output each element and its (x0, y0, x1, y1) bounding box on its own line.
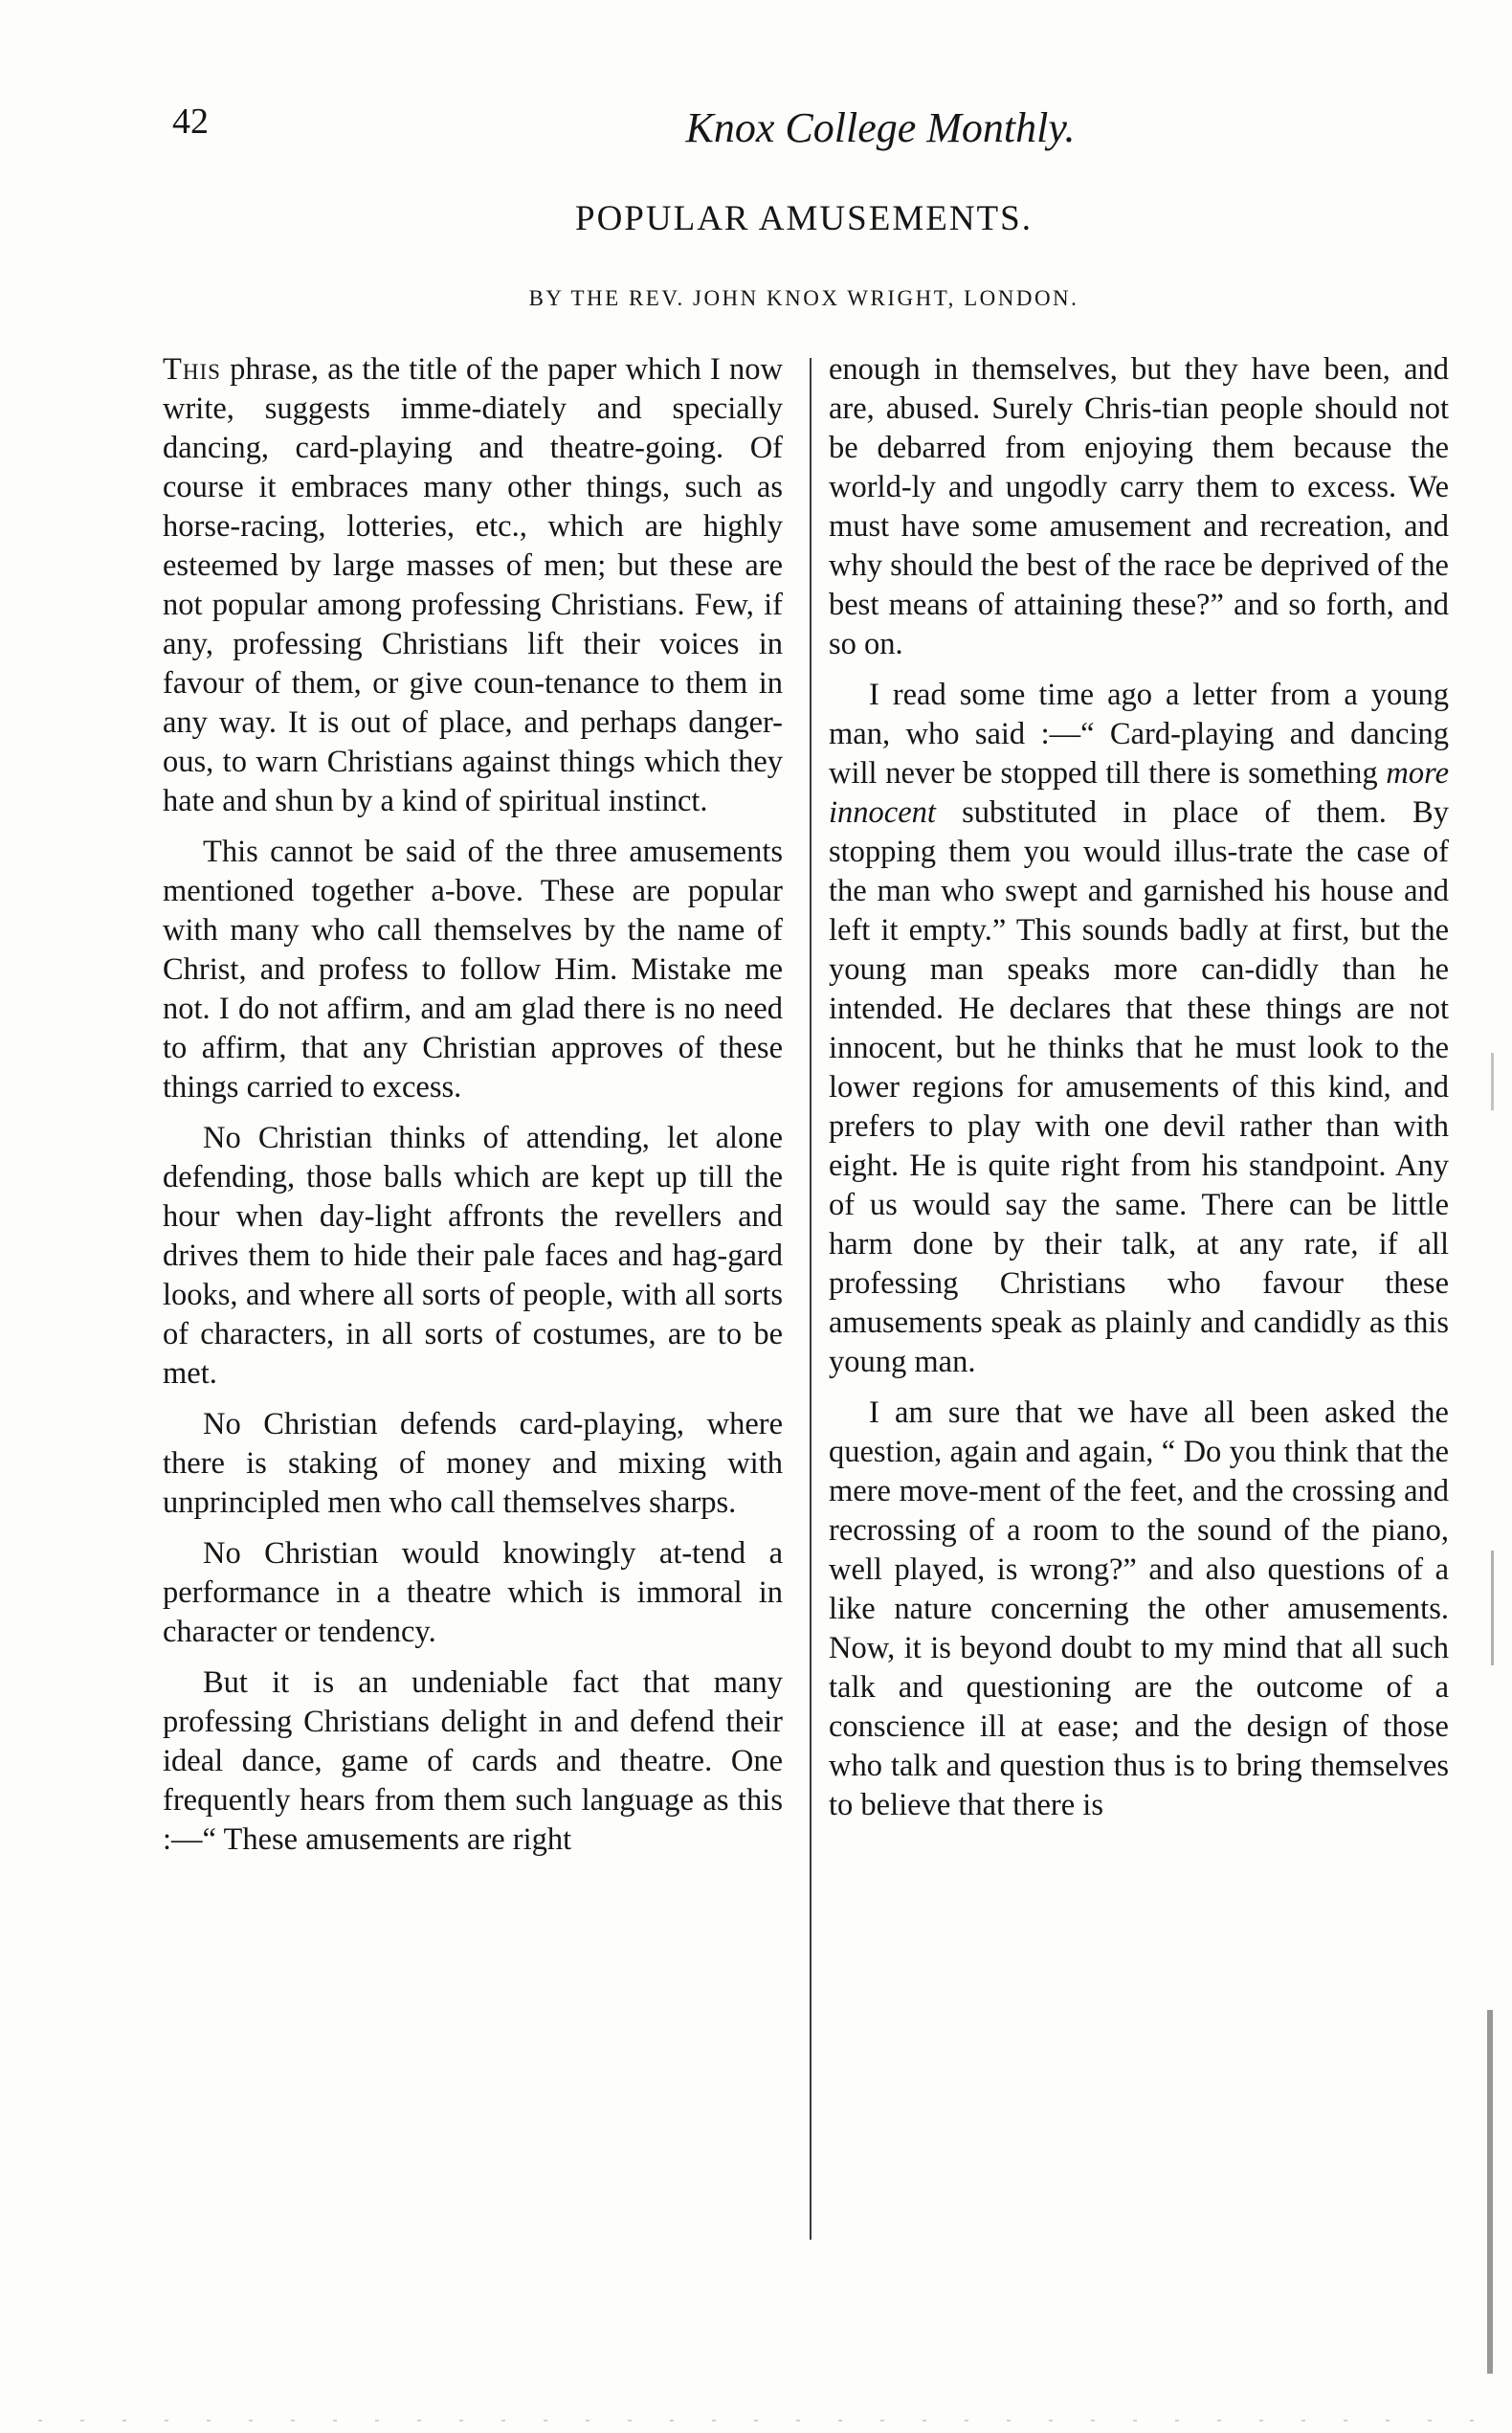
column-divider (810, 358, 812, 2240)
paragraph: This cannot be said of the three amusements mentioned together a-bove. These are popular with many who call themselves by the name of Christ, and profess to follow Him. Mistake me not. I do not affirm, and am glad there is no need to affirm, that any Christian approves of these things carried to excess. (163, 835, 783, 1105)
paragraph (829, 676, 1449, 1382)
emphasis-text: more innocent (829, 756, 1449, 830)
running-head (172, 103, 1435, 161)
paragraph: No Christian defends card-playing, where there is staking of money and mixing with unprincipled men who call themselves sharps. (163, 1407, 783, 1520)
scan-edge-mark (1491, 1551, 1494, 1665)
right-column (829, 350, 1449, 1837)
paragraph: No Christian thinks of attending, let alone defending, those balls which are kept up till the hour when day-light affronts the revellers and drives them to hide their pale faces and hag-gard looks, and where all sorts of people, with all sorts of characters, in all sorts of costumes, are to be met. (163, 1121, 783, 1391)
article-title: POPULAR AMUSEMENTS. (575, 199, 1033, 238)
scan-bottom-specks (0, 2420, 1512, 2422)
paragraph-text: substituted in place of them. By stopping them you would illus-trate the case of the man who swept and garnished his house and left it empty.” This sounds badly at first, but the young man speaks more can-didly than he intended. He declares that these things are not innocent, but he thinks that he must look to the lower regions for amusements of this kind, and prefers to play with one devil rather than with eight. He is quite right from his standpoint. Any of us would say the same. There can be little harm done by their talk, at any rate, if all professing Christians who favour these amusements speak as plainly and candidly as this young man. (829, 795, 1449, 1379)
article-byline: BY THE REV. JOHN KNOX WRIGHT, LONDON. (528, 286, 1079, 310)
paragraph-lead-word: This (163, 352, 221, 387)
left-column (163, 350, 783, 1871)
paragraph: But it is an undeniable fact that many professing Christians delight in and defend their ideal dance, game of cards and theatre. One frequently hears from them such language as this :—“ These amusements are right (163, 1665, 783, 1857)
paragraph (163, 350, 783, 821)
scan-edge-mark (1491, 1053, 1494, 1110)
scan-edge-mark (1487, 2010, 1493, 2374)
paragraph: enough in themselves, but they have been, and are, abused. Surely Chris-tian people should not be debarred from enjoying them because the world-ly and ungodly carry them to excess. We must have some amusement and recreation, and why should the best of the race be deprived of the best means of attaining these?” and so forth, and so on. (829, 352, 1449, 661)
paragraph-text: I read some time ago a letter from a young man, who said :—“ Card-playing and dancing will never be stopped till there is something (829, 678, 1449, 791)
paragraph: I am sure that we have all been asked the question, again and again, “ Do you think that the mere move-ment of the feet, and the crossing and recrossing of a room to the sound of the piano, well played, is wrong?” and also questions of a like nature concerning the other amusements. Now, it is beyond doubt to my mind that all such talk and questioning are the outcome of a conscience ill at ease; and the design of those who talk and question thus is to bring themselves to believe that there is (829, 1395, 1449, 1822)
page-number: 42 (172, 101, 209, 142)
paragraph: No Christian would knowingly at-tend a performance in a theatre which is immoral in character or tendency. (163, 1536, 783, 1649)
paragraph-text: phrase, as the title of the paper which I now write, suggests imme-diately and specially dancing, card-playing and theatre-going. Of course it embraces many other things, such as horse-racing, lotteries, etc., which are highly esteemed by large masses of men; but these are not popular among professing Christians. Few, if any, professing Christians lift their voices in favour of them, or give coun-tenance to them in any way. It is out of place, and perhaps danger-ous, to warn Christians against things which they hate and shun by a kind of spiritual instinct. (163, 352, 783, 818)
journal-title: Knox College Monthly. (685, 104, 1076, 151)
